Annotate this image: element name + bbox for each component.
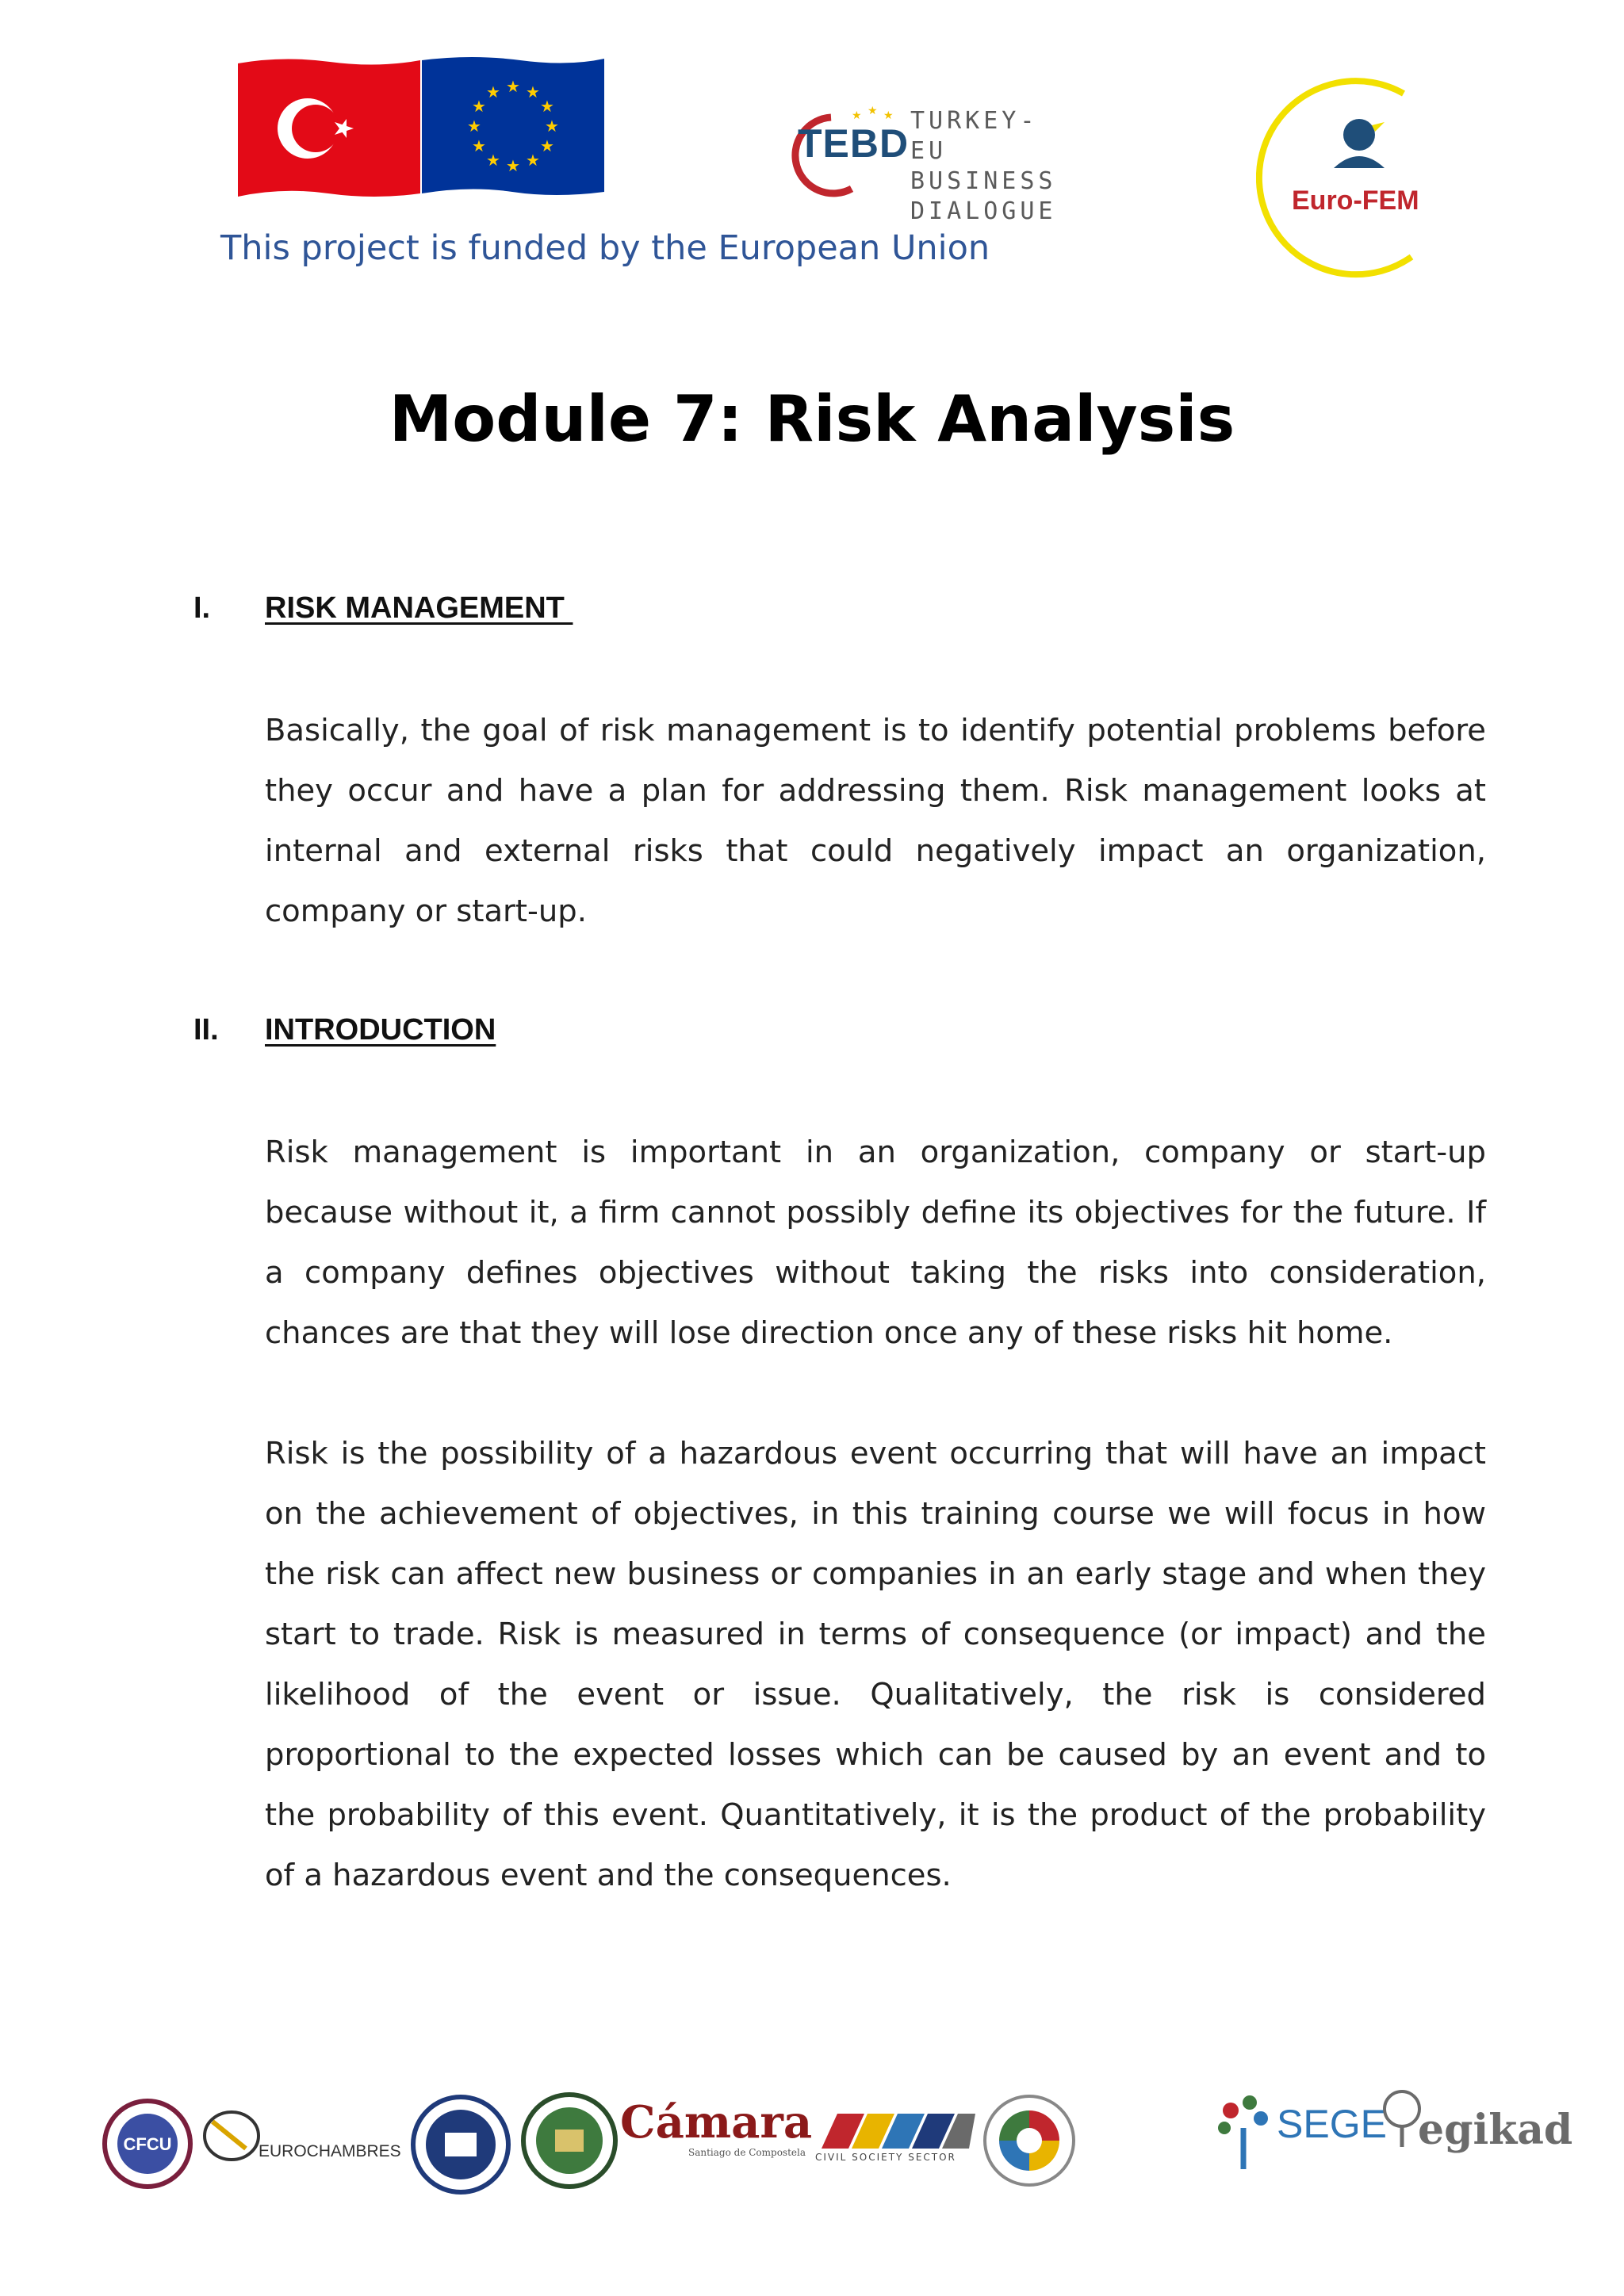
section-number: I.	[193, 591, 211, 625]
eu-flag	[422, 57, 604, 195]
civil-society-label: CIVIL SOCIETY SECTOR	[815, 2152, 956, 2163]
svg-text:★: ★	[545, 117, 559, 136]
paragraph-introduction-2: Risk is the possibility of a hazardous event occurring that will have an impact on the achievement of objectives, in this training course we will focus in how the risk can affect new business or companies in an early stage and when they start to trade. Risk is measured in terms of consequence (or impact) and the likelihood of the event or issue. Qualitatively, the risk is considered proportional to the expected losses which can be caused by an event and to the probability of this event. Quantitatively, it is the product of the probability of a hazardous event and the consequences.	[265, 1436, 1486, 1893]
section-title: INTRODUCTION	[265, 1013, 496, 1047]
chamber-seal-1-logo	[409, 2093, 512, 2196]
svg-text:★: ★	[852, 109, 862, 122]
euro-fem-circle-icon	[1256, 67, 1462, 281]
turkey-eu-flags-logo	[235, 54, 607, 203]
section-heading-introduction	[193, 1013, 496, 1047]
tebd-line-3: DIALOGUE	[910, 197, 1057, 225]
tebd-acronym: TEBD	[798, 121, 910, 166]
turkey-flag	[238, 59, 420, 197]
eurochambres-label: EUROCHAMBRES	[259, 2142, 401, 2160]
chamber-seal-2-logo	[519, 2090, 620, 2191]
partner-logos-footer	[0, 2069, 1624, 2188]
chamber-seal-3-logo	[980, 2091, 1078, 2190]
camara-subtitle: Santiago de Compostela	[688, 2147, 806, 2158]
svg-text:★: ★	[486, 82, 500, 101]
euro-fem-logo	[1256, 67, 1462, 281]
svg-text:★: ★	[540, 136, 554, 155]
paragraph-introduction-1: Risk management is important in an organization, company or start-up because without it, a firm cannot possibly define its objectives for the future. If a company defines objectives without taking the risks into consideration, chances are that they will lose direction once any of these risks hit home.	[265, 1135, 1486, 1351]
section-number: II.	[193, 1013, 219, 1047]
eurochambres-emblem-icon	[200, 2104, 263, 2168]
svg-text:★: ★	[883, 109, 894, 122]
egikad-label: egikad	[1418, 2106, 1573, 2154]
svg-text:★: ★	[472, 97, 486, 116]
section-title: RISK MANAGEMENT	[265, 591, 573, 625]
tebd-tagline	[910, 106, 1061, 227]
sege-label: SEGE	[1277, 2102, 1387, 2146]
section-heading-risk-management	[193, 591, 573, 626]
sege-tree-icon	[1212, 2093, 1275, 2172]
page-header	[0, 0, 1624, 301]
svg-text:★: ★	[486, 151, 500, 170]
paragraph-risk-management: Basically, the goal of risk management is to identify potential problems before they occur and have a plan for addressing them. Risk management looks at internal and external risks that could negatively impact an organization, company or start-up.	[265, 713, 1486, 929]
tebd-line-1: TURKEY-EU	[910, 107, 1039, 165]
svg-text:★: ★	[540, 97, 554, 116]
tebd-logo	[776, 103, 1061, 225]
svg-text:★: ★	[526, 151, 540, 170]
page-title: Module 7: Risk Analysis	[389, 382, 1235, 456]
svg-text:★: ★	[506, 77, 520, 96]
euro-fem-label: Euro-FEM	[1292, 186, 1419, 216]
svg-text:★: ★	[506, 156, 520, 175]
svg-text:★: ★	[526, 82, 540, 101]
funding-statement: This project is funded by the European Union	[220, 228, 990, 268]
camara-logo: Cámara	[620, 2096, 813, 2149]
cfcu-logo	[102, 2098, 193, 2190]
tebd-line-2: BUSINESS	[910, 167, 1057, 195]
svg-text:★: ★	[467, 117, 481, 136]
svg-text:★: ★	[868, 105, 878, 117]
cfcu-label: CFCU	[123, 2134, 172, 2154]
civil-society-stripes-icon	[814, 2114, 975, 2149]
svg-text:★: ★	[472, 136, 486, 155]
